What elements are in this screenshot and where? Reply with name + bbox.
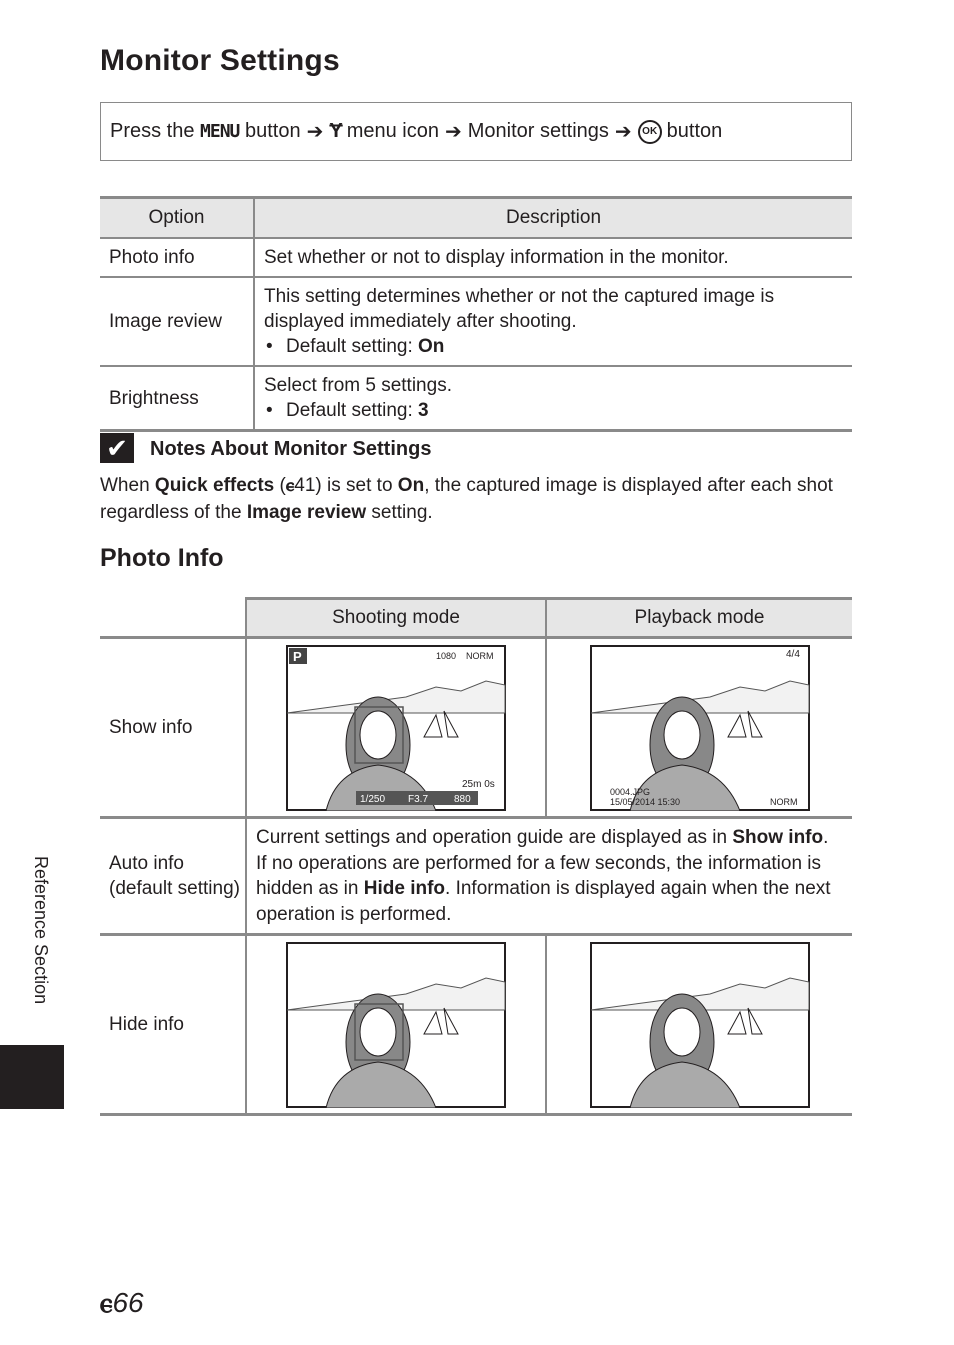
option-name: Brightness (100, 366, 254, 431)
note-body (100, 472, 860, 526)
note-bold-quick-effects: Quick effects (154, 475, 275, 496)
row-label-hide-info: Hide info (100, 935, 246, 1115)
note-text: ( (274, 475, 286, 496)
auto-info-description (246, 818, 852, 935)
options-header-option: Option (100, 198, 254, 239)
page-number (100, 1287, 144, 1320)
menu-button-glyph: MENU (200, 121, 240, 142)
default-setting-label: Default setting: (286, 400, 419, 421)
playback-quality: NORM (769, 796, 797, 807)
table-row (100, 818, 852, 935)
default-setting-item (286, 334, 843, 359)
row-label-show-info: Show info (100, 638, 246, 818)
ok-button-icon: OK (638, 120, 662, 144)
auto-info-text: . (823, 827, 829, 848)
auto-info-bold-hide-info: Hide info (363, 878, 446, 899)
mode-indicator: P (293, 648, 302, 664)
remaining-time: 25m 0s (462, 778, 495, 790)
image-counter: 4/4 (785, 648, 800, 660)
note-text: setting. (366, 502, 433, 523)
recorded-datetime: 15/05/2014 15:30 (609, 796, 680, 807)
camera-screen-playback-illustration (590, 645, 810, 811)
checkmark-note-icon: ✔ (100, 433, 134, 463)
note-text: , the captured image is displayed after each shot regardless of the (100, 475, 833, 523)
nav-button-text: button (244, 120, 301, 142)
menu-path-box (100, 102, 852, 161)
remaining-shots: 880 (454, 793, 471, 805)
auto-info-text: If no operations are performed for a few seconds, the information is hidden as in (256, 852, 822, 899)
option-name: Image review (100, 277, 254, 366)
shutter-speed: 1/250 (360, 793, 386, 805)
reference-e-icon: ⲉ (285, 475, 295, 496)
option-description: Set whether or not to display information in the monitor. (254, 238, 852, 277)
option-description-cell (254, 277, 852, 366)
camera-screen-shooting-illustration (286, 645, 506, 811)
right-arrow-icon: ➔ (614, 121, 632, 143)
default-setting-value: 3 (418, 400, 429, 421)
section-tab-marker (0, 1045, 64, 1109)
table-row (100, 366, 852, 431)
table-row (100, 638, 852, 818)
size-indicator: 1080 (436, 650, 457, 661)
quality-indicator: NORM (466, 650, 494, 661)
aperture: F3.7 (408, 793, 429, 805)
default-setting-item (286, 398, 843, 423)
note-title: Notes About Monitor Settings (150, 438, 432, 460)
auto-info-text: Current settings and operation guide are displayed as in (256, 827, 733, 848)
option-description-cell (254, 366, 852, 431)
options-header-description: Description (254, 198, 852, 239)
default-setting-label: Default setting: (286, 336, 419, 357)
nav-menu-icon-text: menu icon (346, 120, 439, 142)
note-bold-image-review: Image review (246, 502, 367, 523)
nav-press-text: Press the (110, 120, 195, 142)
default-setting-value: On (418, 336, 445, 357)
auto-info-text: . Information is displayed again when the next operation is performed. (256, 878, 831, 925)
shooting-show-info-image (246, 638, 546, 818)
table-row (100, 238, 852, 277)
note-text: When (100, 475, 155, 496)
page-number-value: 66 (112, 1287, 144, 1318)
header-playback-mode: Playback mode (546, 599, 852, 638)
row-label-auto-info: Auto info (default setting) (100, 818, 246, 935)
photo-info-table (100, 597, 852, 1116)
right-arrow-icon: ➔ (444, 121, 462, 143)
section-title-photo-info: Photo Info (100, 544, 224, 572)
page-title: Monitor Settings (100, 44, 340, 77)
option-description: Select from 5 settings. (264, 375, 452, 396)
nav-monitor-settings-text: Monitor settings (467, 120, 609, 142)
section-side-label: Reference Section (31, 856, 51, 1005)
playback-show-info-image (546, 638, 852, 818)
nav-button-text-2: button (666, 120, 723, 142)
wrench-icon: Ɏ (329, 120, 343, 142)
note-text: 41) is set to (294, 475, 398, 496)
reference-e-icon: ⲉ (100, 1287, 113, 1318)
header-shooting-mode: Shooting mode (246, 599, 546, 638)
right-arrow-icon: ➔ (306, 121, 324, 143)
note-bold-on: On (397, 475, 425, 496)
camera-screen-shooting-hidden-illustration (286, 942, 506, 1108)
auto-info-bold-show-info: Show info (732, 827, 824, 848)
playback-hide-info-image (546, 935, 852, 1115)
shooting-hide-info-image (246, 935, 546, 1115)
option-description: This setting determines whether or not the captured image is displayed immediately after shooting. (264, 286, 775, 332)
table-row (100, 277, 852, 366)
file-name: 0004.JPG (609, 786, 650, 797)
camera-screen-playback-hidden-illustration (590, 942, 810, 1108)
table-row (100, 935, 852, 1115)
options-table (100, 196, 852, 432)
option-name: Photo info (100, 238, 254, 277)
